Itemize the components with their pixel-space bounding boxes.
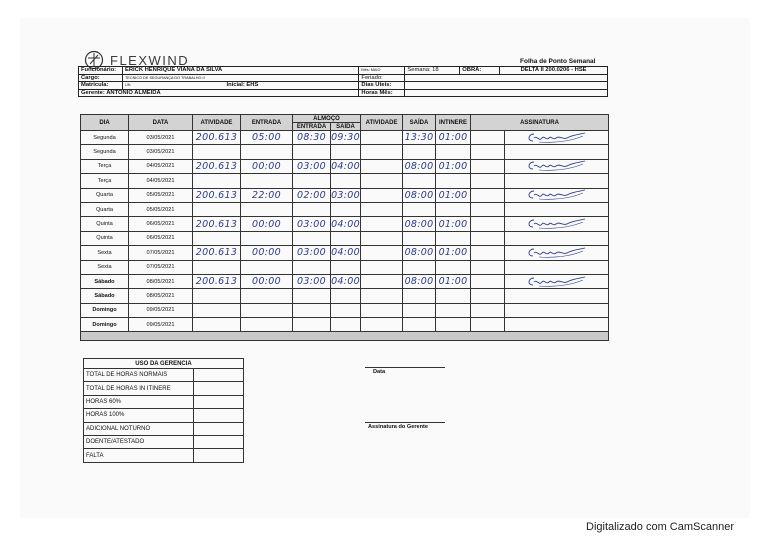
day-cell: Domingo xyxy=(81,318,129,332)
col-atividade: ATIVIDADE xyxy=(193,115,241,131)
data-line xyxy=(365,367,445,368)
almoco-entrada-cell xyxy=(293,260,331,274)
signature-cell xyxy=(505,159,609,173)
signature-cell xyxy=(505,231,609,245)
table-row xyxy=(81,260,609,274)
date-cell: 06/05/2021 xyxy=(129,217,193,231)
almoco-entrada-cell: 03:00 xyxy=(293,246,331,260)
gerencia-item-label: ADICIONAL NOTURNO xyxy=(84,422,194,435)
almoco-saida-cell: 04:00 xyxy=(331,247,360,259)
table-row xyxy=(81,188,609,202)
saida-cell: 08:00 xyxy=(403,246,436,260)
matricula-cell xyxy=(122,82,358,90)
signature-scribble-icon xyxy=(525,247,589,259)
atividade-cell: 200.613 xyxy=(193,217,241,231)
cargo-label: Cargo: xyxy=(79,74,123,82)
almoco-saida-cell xyxy=(331,260,361,274)
day-cell: Sexta xyxy=(81,260,129,274)
entrada-cell: 05:00 xyxy=(241,131,293,145)
entrada-cell xyxy=(241,303,293,317)
atividade-cell xyxy=(193,303,241,317)
almoco-saida-cell xyxy=(331,202,361,216)
table-row xyxy=(81,131,609,145)
atividade-cell xyxy=(193,318,241,332)
signature-scribble-icon xyxy=(525,218,589,230)
matricula-value: UN xyxy=(124,83,131,87)
saida-cell: 08:00 xyxy=(403,188,436,202)
almoco-saida-cell xyxy=(331,318,361,332)
atividade-cell: 200.613 xyxy=(193,188,241,202)
atividade2-cell xyxy=(361,145,403,159)
entrada-cell xyxy=(241,231,293,245)
blank-cell xyxy=(471,202,505,216)
signature-scribble-icon xyxy=(525,276,589,288)
gerencia-row xyxy=(84,369,244,382)
table-row xyxy=(81,274,609,288)
almoco-entrada-cell xyxy=(293,318,331,332)
col-entrada: ENTRADA xyxy=(241,115,293,131)
col-almoco-saida: SAÍDA xyxy=(331,123,361,131)
almoco-saida-cell xyxy=(331,145,361,159)
almoco-entrada-cell xyxy=(293,145,331,159)
assinatura-gerente-label: Assinatura do Gerente xyxy=(368,424,428,430)
entrada-cell xyxy=(241,260,293,274)
gerencia-item-value xyxy=(194,449,244,462)
table-row xyxy=(81,159,609,173)
gerencia-item-value xyxy=(194,382,244,395)
blank-cell xyxy=(471,174,505,188)
gerencia-row xyxy=(84,422,244,435)
entrada-cell: 00:00 xyxy=(241,159,293,173)
matricula-label: Matricula: xyxy=(79,82,123,90)
blank-cell xyxy=(471,188,505,202)
saida-cell xyxy=(403,174,436,188)
signature-cell xyxy=(505,303,609,317)
gerencia-item-label: FALTA xyxy=(84,449,194,462)
signature-cell xyxy=(505,131,609,145)
data-label: Data xyxy=(373,369,386,375)
day-cell: Quarta xyxy=(81,202,129,216)
intinere-cell: 01:00 xyxy=(436,217,471,231)
intinere-cell: 01:00 xyxy=(436,131,471,145)
intinere-cell xyxy=(436,289,471,303)
almoco-saida-cell xyxy=(331,303,361,317)
table-row xyxy=(81,246,609,260)
date-cell: 05/05/2021 xyxy=(129,188,193,202)
col-data: DATA xyxy=(129,115,193,131)
date-cell: 06/05/2021 xyxy=(129,231,193,245)
gerencia-row xyxy=(84,395,244,408)
timesheet-rows xyxy=(81,131,609,341)
atividade2-cell xyxy=(361,318,403,332)
atividade-cell: 200.613 xyxy=(193,274,241,288)
gerencia-item-value xyxy=(194,435,244,448)
horas-mes-label: Horas Mês: xyxy=(359,89,405,97)
intinere-cell: 01:00 xyxy=(436,274,471,288)
inicial-value: Inicial: EHS xyxy=(226,82,259,88)
entrada-cell xyxy=(241,318,293,332)
almoco-saida-cell: 04:00 xyxy=(331,160,360,172)
funcionario-label: Funcionário: xyxy=(79,67,123,75)
intinere-cell xyxy=(436,260,471,274)
col-almoco-entrada: ENTRADA xyxy=(293,123,331,131)
gerencia-item-label: HORAS 60% xyxy=(84,395,194,408)
saida-cell xyxy=(403,318,436,332)
gerencia-item-label: DOENTE/ATESTADO xyxy=(84,435,194,448)
almoco-saida-cell xyxy=(331,231,361,245)
almoco-saida-cell: 04:00 xyxy=(331,276,360,288)
gerencia-item-value xyxy=(194,409,244,422)
signature-cell xyxy=(505,260,609,274)
atividade-cell xyxy=(193,289,241,303)
signature-scribble-icon xyxy=(525,132,589,144)
date-cell: 09/05/2021 xyxy=(129,303,193,317)
day-cell: Segunda xyxy=(81,131,129,145)
saida-cell xyxy=(403,202,436,216)
col-saida: SAÍDA xyxy=(403,115,436,131)
table-row xyxy=(81,217,609,231)
atividade2-cell xyxy=(361,159,403,173)
intinere-cell xyxy=(436,174,471,188)
almoco-entrada-cell: 02:00 xyxy=(293,188,331,202)
gerencia-title: USO DA GERENCIA xyxy=(84,359,244,369)
atividade-cell xyxy=(193,202,241,216)
document-title: Folha de Ponto Semanal xyxy=(520,58,596,65)
gerencia-rows xyxy=(84,369,244,463)
semana-value: Semana: 18 xyxy=(405,67,460,75)
almoco-saida-cell: 04:00 xyxy=(331,218,360,230)
saida-cell: 08:00 xyxy=(403,159,436,173)
blank-cell xyxy=(471,231,505,245)
date-cell: 03/05/2021 xyxy=(129,131,193,145)
signature-cell xyxy=(505,188,609,202)
table-row xyxy=(81,318,609,332)
almoco-entrada-cell: 03:00 xyxy=(293,274,331,288)
timesheet-table xyxy=(80,114,609,341)
atividade2-cell xyxy=(361,274,403,288)
day-cell: Sábado xyxy=(81,289,129,303)
atividade2-cell xyxy=(361,188,403,202)
dias-uteis-label: Dias Úteis: xyxy=(359,82,405,90)
blank-cell xyxy=(471,217,505,231)
blank-cell xyxy=(471,145,505,159)
blank-cell xyxy=(471,289,505,303)
mes-label: Mês: MAIO xyxy=(359,67,405,75)
signature-cell xyxy=(505,145,609,159)
signature-scribble-icon xyxy=(525,189,589,201)
saida-cell xyxy=(403,145,436,159)
col-almoco: ALMOÇO xyxy=(293,115,361,123)
signature-cell xyxy=(505,318,609,332)
intinere-cell xyxy=(436,303,471,317)
blank-cell xyxy=(471,159,505,173)
blank-cell xyxy=(471,318,505,332)
intinere-cell xyxy=(436,318,471,332)
atividade2-cell xyxy=(361,289,403,303)
day-cell: Segunda xyxy=(81,145,129,159)
gerencia-row xyxy=(84,435,244,448)
scanner-footer: Digitalizado com CamScanner xyxy=(586,521,734,533)
atividade2-cell xyxy=(361,260,403,274)
col-assinatura: ASSINATURA xyxy=(471,115,609,131)
gerente-label: Gerente: ANTONIO ALMEIDA xyxy=(79,89,359,97)
col-atividade-2: ATIVIDADE xyxy=(361,115,403,131)
blank-cell xyxy=(471,260,505,274)
saida-cell: 08:00 xyxy=(403,274,436,288)
date-cell: 08/05/2021 xyxy=(129,274,193,288)
gerencia-table xyxy=(83,358,244,463)
atividade2-cell xyxy=(361,246,403,260)
gerencia-item-value xyxy=(194,369,244,382)
almoco-entrada-cell: 08:30 xyxy=(293,131,331,145)
table-footer-band xyxy=(81,332,609,341)
employee-header-table xyxy=(78,66,608,97)
gerencia-item-value xyxy=(194,422,244,435)
horas-mes-value xyxy=(405,89,608,97)
table-row xyxy=(81,145,609,159)
atividade2-cell xyxy=(361,303,403,317)
date-cell: 07/05/2021 xyxy=(129,246,193,260)
date-cell: 04/05/2021 xyxy=(129,159,193,173)
almoco-entrada-cell xyxy=(293,202,331,216)
signature-cell xyxy=(505,202,609,216)
table-row xyxy=(81,289,609,303)
almoco-entrada-cell xyxy=(293,174,331,188)
atividade-cell xyxy=(193,231,241,245)
signature-scribble-icon xyxy=(525,160,589,172)
almoco-saida-cell xyxy=(331,174,361,188)
date-cell: 03/05/2021 xyxy=(129,145,193,159)
gerencia-item-value xyxy=(194,395,244,408)
entrada-cell xyxy=(241,145,293,159)
signature-cell xyxy=(505,246,609,260)
almoco-saida-cell: 03:00 xyxy=(331,189,360,201)
day-cell: Terça xyxy=(81,159,129,173)
signature-cell xyxy=(505,174,609,188)
dias-uteis-value xyxy=(405,82,608,90)
day-cell: Quarta xyxy=(81,188,129,202)
atividade-cell xyxy=(193,145,241,159)
atividade-cell: 200.613 xyxy=(193,246,241,260)
brand-name: FLEXWIND xyxy=(110,52,190,68)
saida-cell xyxy=(403,260,436,274)
gerencia-item-label: TOTAL DE HORAS IN ITINERE xyxy=(84,382,194,395)
footer-band-cell xyxy=(81,332,609,341)
atividade-cell xyxy=(193,174,241,188)
day-cell: Terça xyxy=(81,174,129,188)
obra-label: OBRA: xyxy=(460,67,500,75)
assinatura-line xyxy=(365,422,445,423)
blank-cell xyxy=(471,131,505,145)
intinere-cell xyxy=(436,231,471,245)
atividade2-cell xyxy=(361,174,403,188)
gerencia-item-label: HORAS 100% xyxy=(84,409,194,422)
date-cell: 04/05/2021 xyxy=(129,174,193,188)
obra-value: DELTA II 200.0206 - HSE xyxy=(500,67,608,75)
signature-cell xyxy=(505,217,609,231)
entrada-cell: 22:00 xyxy=(241,188,293,202)
day-cell: Sexta xyxy=(81,246,129,260)
date-cell: 05/05/2021 xyxy=(129,202,193,216)
entrada-cell xyxy=(241,174,293,188)
date-cell: 08/05/2021 xyxy=(129,289,193,303)
cargo-value: TECNICO DE SEGURANÇA DO TRABALHO II xyxy=(122,74,358,82)
signature-cell xyxy=(505,274,609,288)
feriado-value xyxy=(405,74,608,82)
gerencia-item-label: TOTAL DE HORAS NORMAIS xyxy=(84,369,194,382)
almoco-entrada-cell: 03:00 xyxy=(293,217,331,231)
intinere-cell: 01:00 xyxy=(436,246,471,260)
intinere-cell xyxy=(436,202,471,216)
entrada-cell: 00:00 xyxy=(241,274,293,288)
blank-cell xyxy=(471,274,505,288)
saida-cell: 08:00 xyxy=(403,217,436,231)
entrada-cell xyxy=(241,202,293,216)
saida-cell: 13:30 xyxy=(403,131,436,145)
date-cell: 07/05/2021 xyxy=(129,260,193,274)
entrada-cell xyxy=(241,289,293,303)
saida-cell xyxy=(403,289,436,303)
atividade-cell: 200.613 xyxy=(193,159,241,173)
col-intinere: INTINERE xyxy=(436,115,471,131)
day-cell: Quinta xyxy=(81,217,129,231)
saida-cell xyxy=(403,303,436,317)
intinere-cell: 01:00 xyxy=(436,188,471,202)
entrada-cell: 00:00 xyxy=(241,217,293,231)
atividade-cell xyxy=(193,260,241,274)
atividade2-cell xyxy=(361,217,403,231)
day-cell: Quinta xyxy=(81,231,129,245)
table-row xyxy=(81,303,609,317)
table-row xyxy=(81,231,609,245)
atividade2-cell xyxy=(361,231,403,245)
day-cell: Sábado xyxy=(81,274,129,288)
atividade2-cell xyxy=(361,131,403,145)
almoco-entrada-cell xyxy=(293,231,331,245)
almoco-saida-cell: 09:30 xyxy=(331,132,360,144)
gerencia-row xyxy=(84,409,244,422)
almoco-entrada-cell xyxy=(293,303,331,317)
col-dia: DIA xyxy=(81,115,129,131)
funcionario-value: ERICK HENRIQUE VIANA DA SILVA xyxy=(122,67,358,75)
feriado-label: Feriado: xyxy=(359,74,405,82)
entrada-cell: 00:00 xyxy=(241,246,293,260)
saida-cell xyxy=(403,231,436,245)
day-cell: Domingo xyxy=(81,303,129,317)
almoco-saida-cell xyxy=(331,289,361,303)
intinere-cell xyxy=(436,145,471,159)
blank-cell xyxy=(471,303,505,317)
gerencia-row xyxy=(84,382,244,395)
date-cell: 09/05/2021 xyxy=(129,318,193,332)
blank-cell xyxy=(471,246,505,260)
almoco-entrada-cell xyxy=(293,289,331,303)
gerencia-row xyxy=(84,449,244,462)
almoco-entrada-cell: 03:00 xyxy=(293,159,331,173)
table-row xyxy=(81,202,609,216)
table-row xyxy=(81,174,609,188)
signature-cell xyxy=(505,289,609,303)
atividade2-cell xyxy=(361,202,403,216)
atividade-cell: 200.613 xyxy=(193,131,241,145)
intinere-cell: 01:00 xyxy=(436,159,471,173)
